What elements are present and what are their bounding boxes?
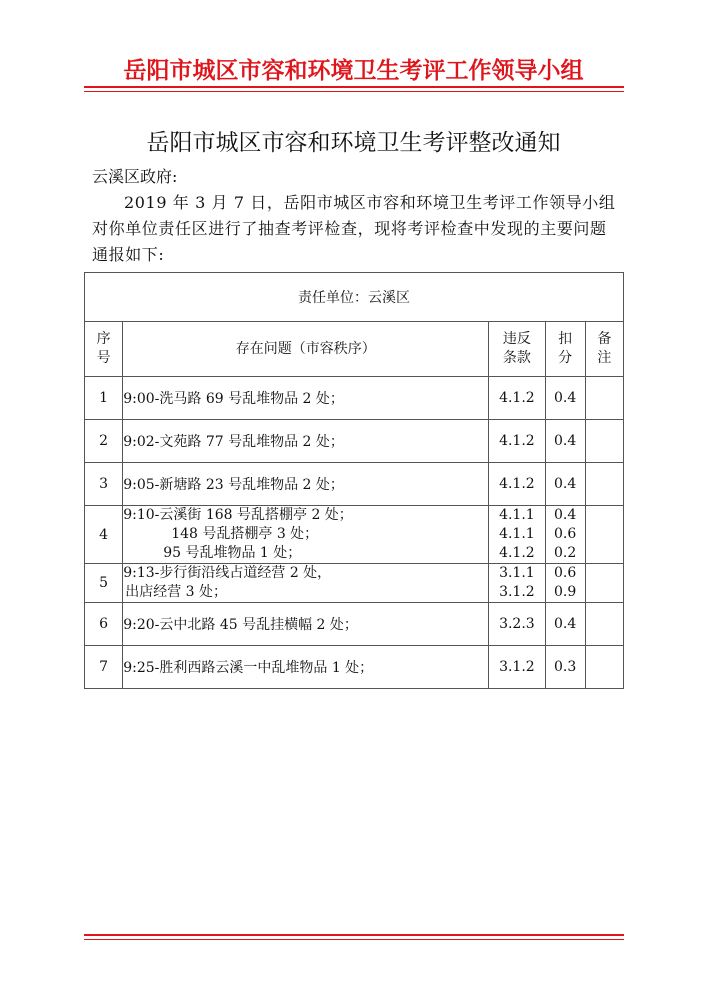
issue-line: 148 号乱搭棚亭 3 处；	[171, 526, 319, 542]
header-clause-line: 违反	[502, 331, 531, 347]
row-note	[585, 420, 623, 463]
row-score	[545, 564, 585, 603]
table-row	[85, 420, 624, 463]
clause-line: 3.1.1	[499, 565, 535, 581]
row-clause: 3.2.3	[489, 603, 545, 646]
salutation: 云溪区政府:	[92, 167, 178, 186]
clause-line: 3.1.2	[499, 584, 535, 600]
table-row	[85, 506, 624, 564]
row-score: 0.4	[545, 420, 585, 463]
row-issue: 9:05-新塘路 23 号乱堆物品 2 处；	[123, 463, 489, 506]
row-clause: 4.1.2	[489, 420, 545, 463]
table-row	[85, 603, 624, 646]
row-number: 4	[85, 506, 123, 564]
table-row	[85, 564, 624, 603]
table-row	[85, 463, 624, 506]
row-clause: 4.1.2	[489, 377, 545, 420]
row-note	[585, 506, 623, 564]
row-number: 6	[85, 603, 123, 646]
score-line: 0.9	[554, 584, 577, 600]
row-number: 5	[85, 564, 123, 603]
row-number: 2	[85, 420, 123, 463]
header-issue: 存在问题（市容秩序）	[123, 322, 489, 377]
issue-line: 9:13-步行街沿线占道经营 2 处，	[123, 565, 332, 581]
header-note	[585, 322, 623, 377]
intro-paragraph: 2019 年 3 月 7 日，岳阳市城区市容和环境卫生考评工作领导小组对你单位责任区进行了抽查考评检查，现将考评检查中发现的主要问题通报如下:	[92, 193, 616, 264]
table-row	[85, 646, 624, 689]
row-note	[585, 463, 623, 506]
responsible-unit: 责任单位：云溪区	[85, 273, 624, 322]
unit-row	[85, 273, 624, 322]
row-score: 0.4	[545, 377, 585, 420]
clause-line: 4.1.2	[499, 545, 535, 561]
header-row	[85, 322, 624, 377]
row-clause	[489, 506, 545, 564]
row-score: 0.4	[545, 603, 585, 646]
row-note	[585, 564, 623, 603]
row-clause	[489, 564, 545, 603]
row-number: 3	[85, 463, 123, 506]
clause-line: 4.1.1	[499, 507, 535, 523]
header-clause-line: 条款	[502, 350, 531, 366]
header-no-line: 号	[96, 350, 111, 366]
letterhead-rule-thin	[84, 91, 624, 92]
row-issue: 9:00-洗马路 69 号乱堆物品 2 处；	[123, 377, 489, 420]
score-line: 0.6	[554, 565, 577, 581]
row-note	[585, 603, 623, 646]
row-score: 0.3	[545, 646, 585, 689]
header-score-line: 分	[558, 350, 573, 366]
row-issue: 9:02-文苑路 77 号乱堆物品 2 处；	[123, 420, 489, 463]
row-note	[585, 377, 623, 420]
issue-line: 出店经营 3 处；	[125, 584, 228, 600]
row-issue	[123, 506, 489, 564]
issues-table	[84, 272, 624, 689]
header-no-line: 序	[96, 331, 111, 347]
letterhead-title: 岳阳市城区市容和环境卫生考评工作领导小组	[123, 58, 584, 84]
footer-rule-thin	[84, 939, 624, 940]
row-issue: 9:25-胜利西路云溪一中乱堆物品 1 处；	[123, 646, 489, 689]
score-line: 0.4	[554, 507, 577, 523]
score-line: 0.2	[554, 545, 577, 561]
row-number: 7	[85, 646, 123, 689]
row-issue	[123, 564, 489, 603]
row-score	[545, 506, 585, 564]
row-issue: 9:20-云中北路 45 号乱挂横幅 2 处；	[123, 603, 489, 646]
row-number: 1	[85, 377, 123, 420]
header-no	[85, 322, 123, 377]
header-note-line: 备	[597, 331, 612, 347]
letterhead-rule-thick	[84, 86, 624, 88]
header-clause	[489, 322, 545, 377]
row-clause: 3.1.2	[489, 646, 545, 689]
issue-line: 95 号乱堆物品 1 处；	[163, 545, 302, 561]
issue-line: 9:10-云溪街 168 号乱搭棚亭 2 处；	[123, 507, 353, 523]
document-title: 岳阳市城区市容和环境卫生考评整改通知	[146, 130, 561, 156]
header-score-line: 扣	[558, 331, 573, 347]
header-note-line: 注	[597, 350, 612, 366]
row-note	[585, 646, 623, 689]
clause-line: 4.1.1	[499, 526, 535, 542]
header-score	[545, 322, 585, 377]
table-row	[85, 377, 624, 420]
row-score: 0.4	[545, 463, 585, 506]
row-clause: 4.1.2	[489, 463, 545, 506]
footer-rule-thick	[84, 934, 624, 936]
score-line: 0.6	[554, 526, 577, 542]
